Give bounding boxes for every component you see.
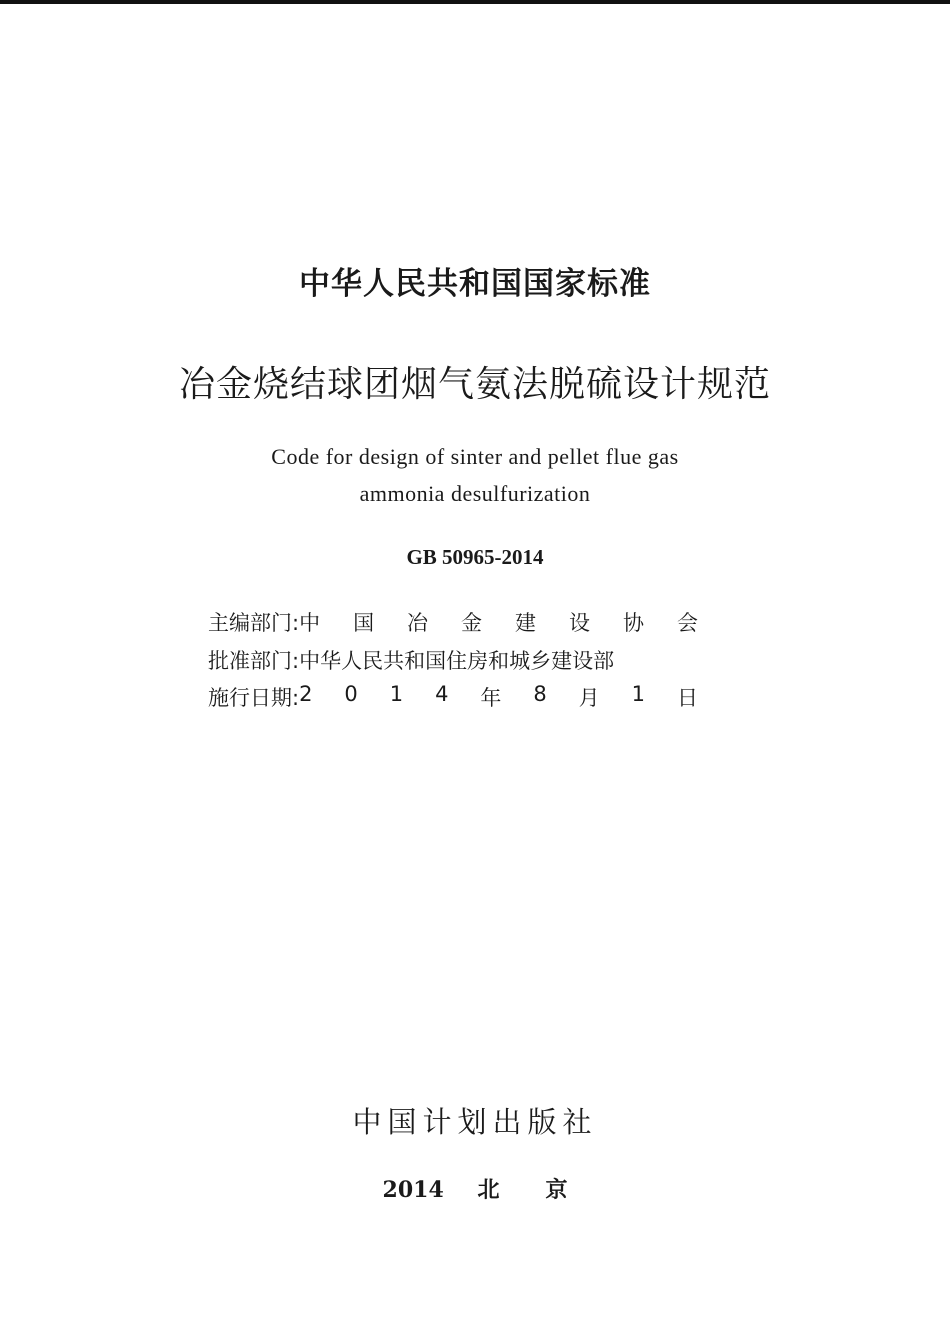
effective-date-char: 月 (578, 686, 600, 710)
chief-editor-char: 中 (299, 611, 321, 635)
document-title-chinese: 冶金烧结球团烟气氨法脱硫设计规范 (178, 364, 771, 405)
effective-date-row (208, 682, 698, 712)
chief-editor-value (299, 607, 698, 637)
publisher-name: 中国计划出版社 (352, 1105, 598, 1139)
effective-date-char: 4 (435, 682, 449, 706)
chief-editor-char: 金 (461, 611, 483, 635)
effective-date-char: 1 (389, 682, 404, 706)
approval-row (208, 645, 698, 675)
publication-line (0, 1173, 950, 1204)
approval-value: 中华人民共和国住房和城乡建设部 (299, 649, 615, 673)
effective-date-value (299, 682, 698, 712)
publication-year: 2014 (382, 1177, 444, 1203)
chief-editor-char: 国 (353, 611, 375, 635)
chief-editor-char: 建 (515, 611, 537, 635)
effective-date-char: 年 (480, 686, 502, 710)
effective-date-char: 日 (676, 686, 698, 710)
document-title-english-line2: ammonia desulfurization (359, 481, 591, 506)
chief-editor-row (208, 607, 698, 637)
publication-city: 北京 (477, 1177, 614, 1203)
effective-date-char: 0 (344, 682, 358, 706)
effective-date-char: 2 (299, 682, 313, 706)
chief-editor-char: 协 (622, 611, 644, 635)
standard-type-heading: 中华人民共和国国家标准 (299, 266, 651, 302)
chief-editor-char: 设 (569, 611, 590, 635)
chief-editor-label: 主编部门: (208, 611, 300, 635)
effective-date-char: 1 (631, 682, 645, 706)
standard-code: GB 50965-2014 (406, 545, 544, 569)
chief-editor-char: 会 (676, 611, 698, 635)
document-title-english-line1: Code for design of sinter and pellet flue gas (271, 444, 679, 469)
chief-editor-char: 冶 (407, 611, 429, 635)
top-border-rule (0, 0, 950, 4)
effective-date-label: 施行日期: (208, 686, 300, 710)
approval-label: 批准部门: (208, 649, 300, 673)
effective-date-char: 8 (533, 682, 547, 706)
